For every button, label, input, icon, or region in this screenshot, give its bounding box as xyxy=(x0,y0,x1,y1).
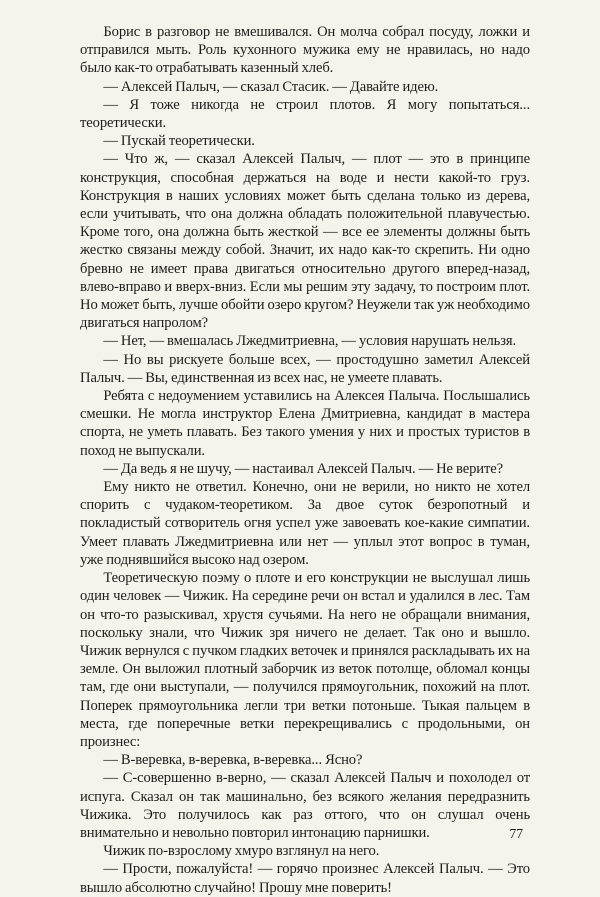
paragraph: Ребята с недоумением уставились на Алексея Палыча. Послышались смешки. Не могла инструктор Елена Дмитриевна, кандидат в мастера спорта, не уметь плавать. Без такого умения у них и простых туристов в поход не выпускали. xyxy=(80,388,530,459)
paragraph: — С-совершенно в-верно, — сказал Алексей Палыч и похолодел от испуга. Сказал он так машинально, без всякого желания передразнить Чижика. Это получилось как раз оттого, что он слушал очень внимательно и невольно повторил интонацию парнишки. xyxy=(80,770,530,841)
paragraph: — Я тоже никогда не строил плотов. Я могу попытаться... теоретически. xyxy=(80,96,530,132)
paragraph: — Пускай теоретически. xyxy=(103,133,255,150)
paragraph: — Прости, пожалуйста! — горячо произнес Алексей Палыч. — Это вышло абсолютно случайно! Прошу мне поверить! xyxy=(80,861,530,896)
page-text xyxy=(80,23,530,897)
paragraph: — Нет, — вмешалась Лжедмитриевна, — условия нарушать нельзя. xyxy=(103,333,517,350)
paragraph: Борис в разговор не вмешивался. Он молча собрал посуду, ложки и отправился мыть. Роль кухонного мужика ему не нравилась, но надо было как-то отрабатывать казенный хлеб. xyxy=(80,24,530,77)
paragraph: Ему никто не ответил. Конечно, они не верили, но никто не хотел спорить с чудаком-теоретиком. За двое суток безропотный и покладистый сотворитель огня успел уже завоевать кое-какие симпатии. Умеет плавать Лжедмитриевна или нет — уплыл этот вопрос в туман, уже поднявшийся высоко над озером. xyxy=(80,479,530,568)
paragraph: — Что ж, — сказал Алексей Палыч, — плот — это в принципе конструкция, способная держаться на воде и нести какой-то груз. Конструкция в наших условиях может быть сделана только из дерева, если учитывать, что она должна обладать положительной плавучестью. Кроме того, она должна быть жесткой — все ее элементы должны быть жестко связаны между собой. Значит, их надо как-то скрепить. Ни одно бревно не имеет права двигаться относительно другого вперед-назад, влево-вправо и вверх-вниз. Если мы решим эту задачу, то построим плот. Но может быть, лучше обойти озеро кругом? Неужели так уж необходимо двигаться напролом? xyxy=(80,151,530,332)
paragraph: — В-веревка, в-веревка, в-веревка... Ясно? xyxy=(103,752,363,769)
paragraph: — Да ведь я не шучу, — настаивал Алексей Палыч. — Не верите? xyxy=(103,460,504,477)
page-number: 77 xyxy=(509,826,523,841)
paragraph: Чижик по-взрослому хмуро взглянул на него. xyxy=(103,843,380,860)
paragraph: — Алексей Палыч, — сказал Стасик. — Давайте идею. xyxy=(103,78,439,95)
paragraph: — Но вы рискуете больше всех, — простодушно заметил Алексей Палыч. — Вы, единственная из всех нас, не умеете плавать. xyxy=(80,351,530,386)
paragraph: Теоретическую поэму о плоте и его конструкции не выслушал лишь один человек — Чижик. На середине речи он встал и удалился в лес. Там он что-то разыскивал, хрустя сучьями. На него не обращали внимания, поскольку знали, что Чижик зря ничего не делает. Так оно и вышло. Чижик вернулся с пучком гладких веточек и принялся раскладывать их на земле. Он выложил плотный заборчик из веток потолще, обломал концы там, где они выступали, — получился прямоугольник, похожий на плот. Поперек прямоугольника легли три ветки потоньше. Тыкая пальцем в места, где поперечные ветки перекрещивались с продольными, он произнес: xyxy=(80,570,530,750)
